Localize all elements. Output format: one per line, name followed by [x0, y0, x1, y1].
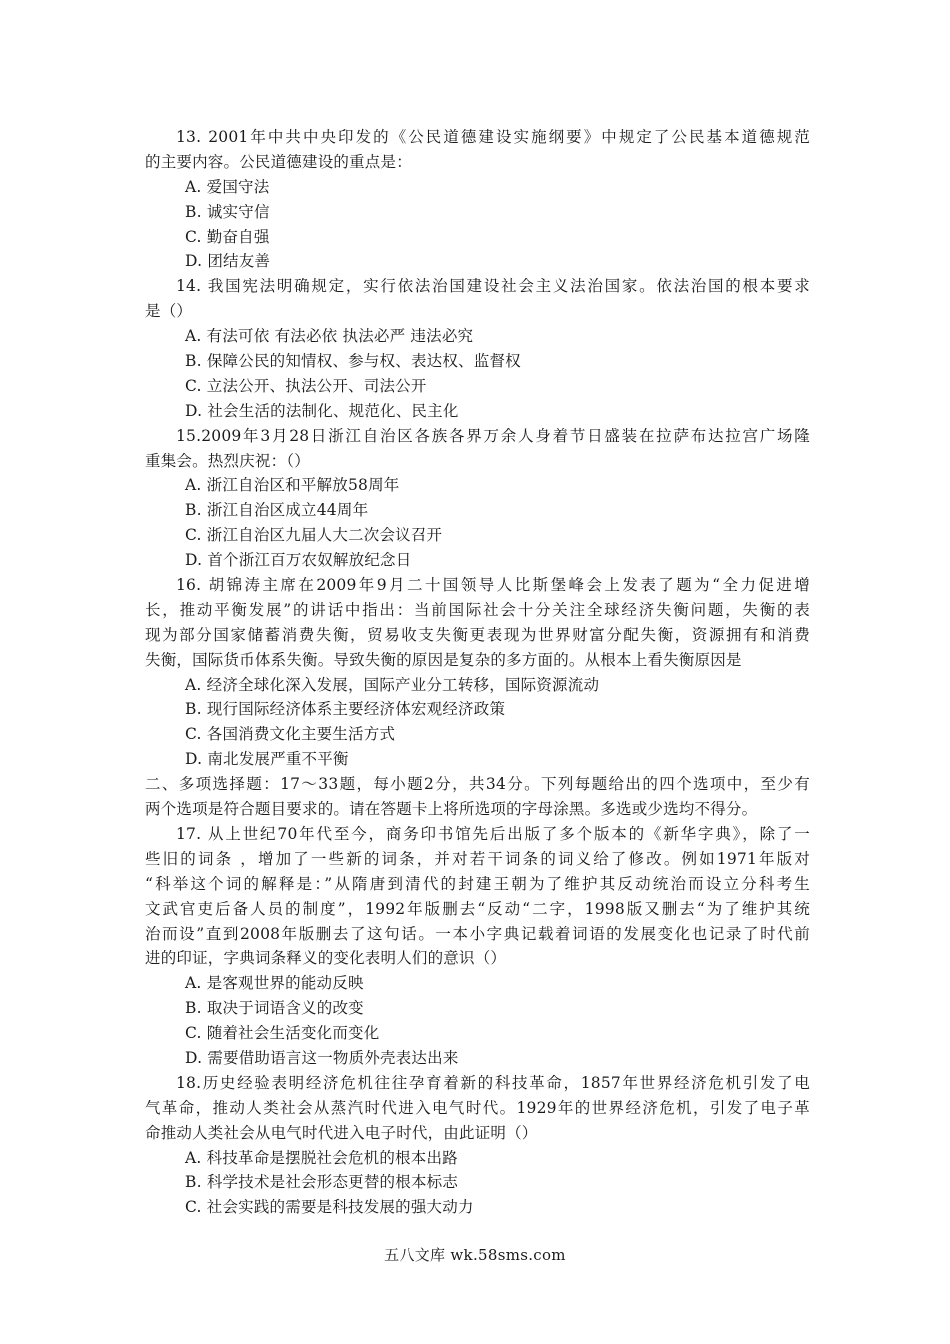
text-line: “科举这个词的解释是：”从隋唐到清代的封建王朝为了维护其反动统治而设立分科考生	[145, 874, 810, 893]
option-line: A. 爱国守法	[185, 177, 270, 196]
option-line: C. 浙江自治区九届人大二次会议召开	[185, 526, 443, 545]
option-line: D. 首个浙江百万农奴解放纪念日	[185, 551, 412, 570]
text-line: 现为部分国家储蓄消费失衡，贸易收支失衡更表现为世界财富分配失衡，资源拥有和消费	[145, 625, 810, 644]
text-line: 长，推动平衡发展”的讲话中指出：当前国际社会十分关注全球经济失衡问题，失衡的表	[145, 600, 810, 619]
question-line: 16. 胡锦涛主席在2009年9月二十国领导人比斯堡峰会上发表了题为“全力促进增	[176, 576, 810, 595]
option-line: C. 勤奋自强	[185, 227, 270, 246]
text-line: 气革命，推动人类社会从蒸汽时代进入电气时代。1929年的世界经济危机，引发了电子革	[145, 1098, 810, 1117]
text-line: 文武官吏后备人员的制度”，1992年版删去“反动“二字，1998版又删去“为了维护其统	[145, 899, 810, 918]
question-line: 18.历史经验表明经济危机往往孕育着新的科技革命，1857年世界经济危机引发了电	[176, 1073, 810, 1092]
text-line: 二、多项选择题：17～33题，每小题2分，共34分。下列每题给出的四个选项中，至少有	[145, 775, 810, 794]
option-line: B. 保障公民的知情权、参与权、表达权、监督权	[185, 352, 521, 371]
option-line: A. 是客观世界的能动反映	[185, 974, 364, 993]
text-line: 失衡，国际货币体系失衡。导致失衡的原因是复杂的多方面的。从根本上看失衡原因是	[145, 650, 742, 669]
option-line: B. 浙江自治区成立44周年	[185, 501, 369, 520]
text-line: 进的印证，字典词条释义的变化表明人们的意识（）	[145, 949, 507, 968]
text-line: 重集会。热烈庆祝：（）	[145, 451, 310, 470]
text-line: 的主要内容。公民道德建设的重点是：	[145, 152, 412, 171]
question-line: 15.2009年3月28日浙江自治区各族各界万余人身着节日盛装在拉萨布达拉宫广场隆	[176, 426, 810, 445]
option-line: B. 现行国际经济体系主要经济体宏观经济政策	[185, 700, 506, 719]
option-line: A. 经济全球化深入发展，国际产业分工转移，国际资源流动	[185, 675, 600, 694]
option-line: A. 有法可依 有法必依 执法必严 违法必究	[185, 327, 474, 346]
question-line: 17. 从上世纪70年代至今，商务印书馆先后出版了多个版本的《新华字典》，除了一	[176, 824, 810, 843]
option-line: D. 团结友善	[185, 252, 271, 271]
option-line: C. 随着社会生活变化而变化	[185, 1024, 380, 1043]
option-line: D. 南北发展严重不平衡	[185, 750, 349, 769]
page-footer: 五八文库 wk.58sms.com	[384, 1246, 566, 1264]
question-line: 14. 我国宪法明确规定，实行依法治国建设社会主义法治国家。依法治国的根本要求	[176, 277, 810, 296]
text-line: 治而设”直到2008年版删去了这句话。一本小字典记载着词语的发展变化也记录了时代前	[145, 924, 810, 943]
question-line: 13. 2001年中共中央印发的《公民道德建设实施纲要》中规定了公民基本道德规范	[176, 128, 810, 146]
text-line: 两个选项是符合题目要求的。请在答题卡上将所选项的字母涂黑。多选或少选均不得分。	[145, 800, 758, 819]
option-line: B. 科学技术是社会形态更替的根本标志	[185, 1173, 459, 1192]
text-line: 些旧的词条 ，增加了一些新的词条，并对若干词条的词义给了修改。例如1971年版对	[145, 849, 810, 868]
document-body	[145, 125, 810, 1220]
option-line: C. 立法公开、执法公开、司法公开	[185, 376, 427, 395]
option-line: A. 科技革命是摆脱社会危机的根本出路	[185, 1148, 458, 1167]
option-line: C. 社会实践的需要是科技发展的强大动力	[185, 1198, 474, 1217]
option-line: B. 取决于词语含义的改变	[185, 999, 364, 1018]
text-line: 是（）	[145, 302, 193, 321]
option-line: A. 浙江自治区和平解放58周年	[185, 476, 400, 495]
text-line: 命推动人类社会从电气时代进入电子时代，由此证明（）	[145, 1123, 538, 1142]
option-line: C. 各国消费文化主要生活方式	[185, 725, 396, 744]
option-line: D. 需要借助语言这一物质外壳表达出来	[185, 1048, 459, 1067]
option-line: B. 诚实守信	[185, 202, 270, 221]
option-line: D. 社会生活的法制化、规范化、民主化	[185, 401, 459, 420]
